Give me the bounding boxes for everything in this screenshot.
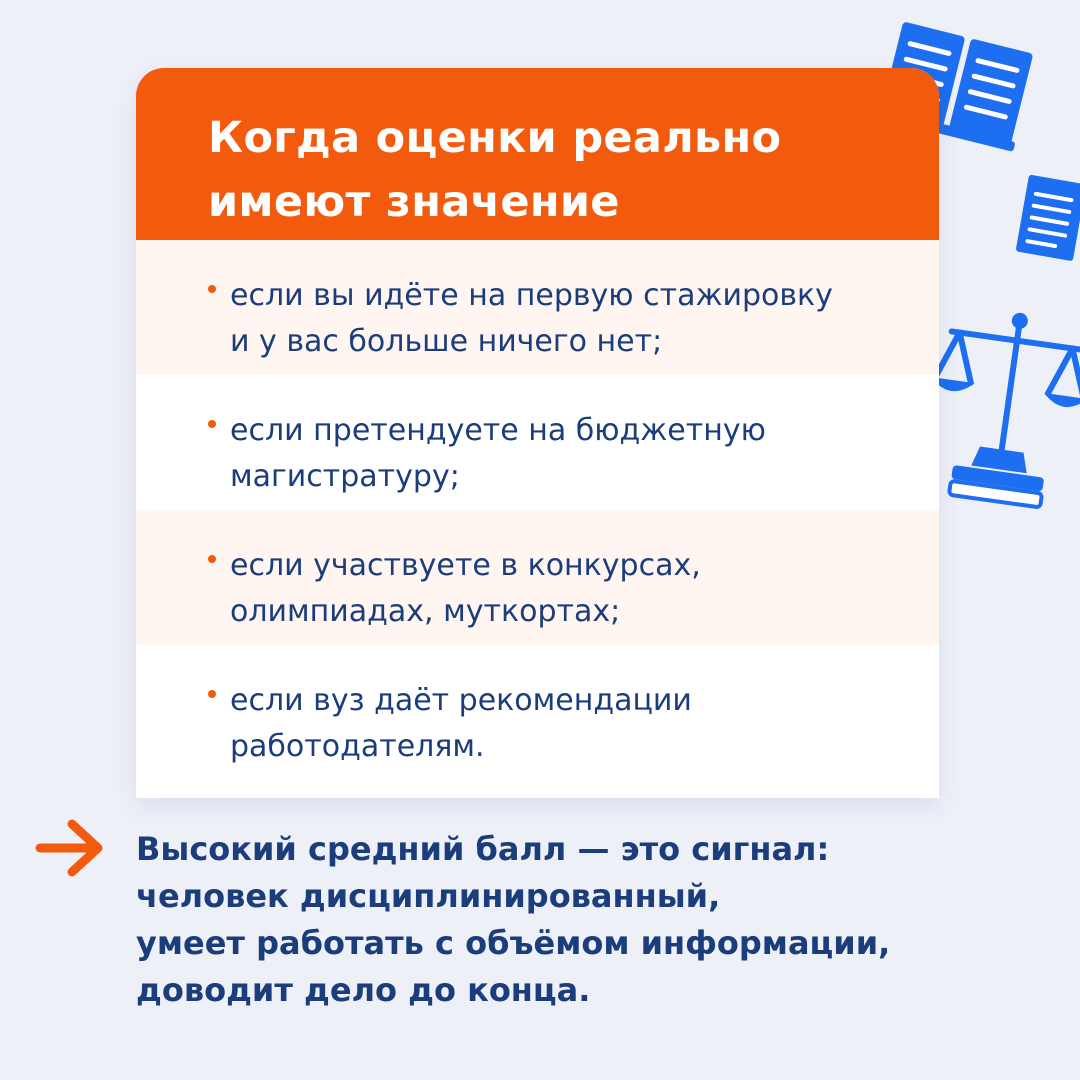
list-item (136, 240, 939, 375)
card-title: Когда оценки реально имеют значение (208, 113, 782, 227)
list-item (136, 510, 939, 645)
list-item (136, 645, 939, 798)
conclusion-text: Высокий средний балл — это сигнал: человек дисциплинированный, умеет работать с объёмом информации, доводит дело до конца. (136, 830, 891, 1009)
document-icon (1012, 172, 1080, 262)
list-item-text: если претендуете на бюджетную магистратуру; (230, 413, 766, 494)
bullet-dot (208, 420, 216, 428)
info-card (136, 68, 939, 798)
bullet-dot (208, 690, 216, 698)
bullet-dot (208, 285, 216, 293)
bullet-dot (208, 555, 216, 563)
list-item-text: если вуз даёт рекомендации работодателям. (230, 683, 692, 764)
list-item-text: если вы идёте на первую стажировку и у вас больше ничего нет; (230, 278, 833, 359)
scales-of-justice-icon (936, 300, 1080, 510)
card-header (136, 68, 939, 240)
list-item (136, 375, 939, 510)
arrow-right-icon (34, 818, 106, 878)
list-item-text: если участвуете в конкурсах, олимпиадах, муткортах; (230, 548, 701, 629)
